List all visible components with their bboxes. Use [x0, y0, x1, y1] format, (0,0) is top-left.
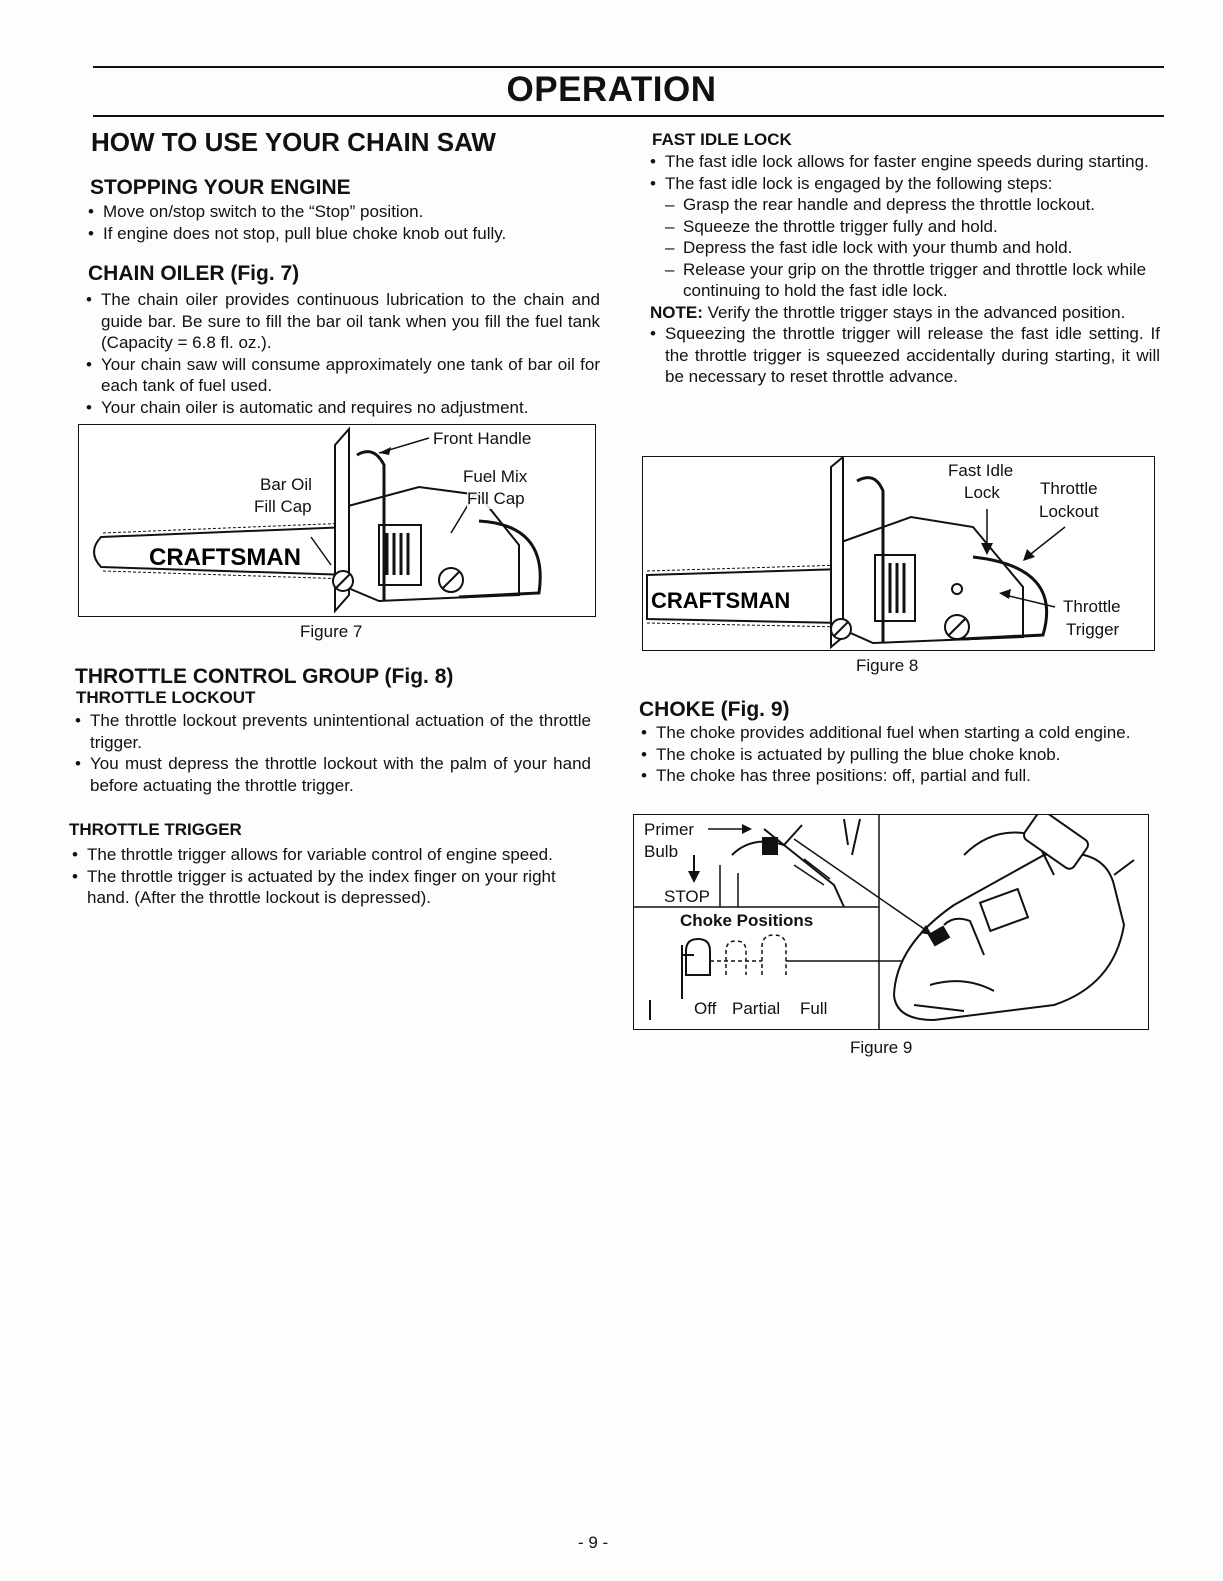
- figure-8: [642, 456, 1155, 651]
- throttle-trigger-list: [72, 844, 590, 909]
- label-front-handle: Front Handle: [433, 429, 532, 448]
- choke-list: [641, 722, 1153, 787]
- list-item: • The throttle trigger allows for variable control of engine speed.: [72, 844, 590, 866]
- label-fuel-fill-cap: Fill Cap: [467, 489, 525, 508]
- label-fast-idle: Fast Idle: [948, 461, 1014, 480]
- list-item: • The choke provides additional fuel when starting a cold engine.: [641, 722, 1153, 744]
- figure-7: [78, 424, 596, 617]
- list-item: • If engine does not stop, pull blue choke knob out fully.: [88, 223, 598, 245]
- steps-list: [665, 194, 1160, 302]
- figure-9: [633, 814, 1149, 1030]
- throttle-lockout-heading: THROTTLE LOCKOUT: [76, 688, 256, 707]
- list-item: • Your chain oiler is automatic and requires no adjustment.: [86, 397, 600, 419]
- label-throttle-lockout-1: Throttle: [1040, 479, 1098, 498]
- label-bulb: Bulb: [644, 842, 679, 861]
- list-item: • You must depress the throttle lockout with the palm of your hand before actuating the throttle trigger.: [75, 753, 591, 796]
- section-title: HOW TO USE YOUR CHAIN SAW: [91, 127, 496, 157]
- fast-idle-content: [650, 151, 1160, 388]
- label-off: Off: [694, 999, 717, 1018]
- note: [650, 302, 1160, 324]
- label-throttle-lockout-2: Lockout: [1039, 502, 1099, 521]
- step-item: – Depress the fast idle lock with your thumb and hold.: [665, 237, 1160, 259]
- list-item: • Move on/stop switch to the “Stop” position.: [88, 201, 598, 223]
- label-fuel-mix: Fuel Mix: [463, 467, 528, 486]
- label-throttle-trigger-2: Trigger: [1066, 620, 1120, 639]
- stopping-engine-heading: STOPPING YOUR ENGINE: [90, 176, 351, 199]
- figure-8-caption: Figure 8: [856, 656, 919, 675]
- figure-7-caption: Figure 7: [300, 622, 363, 641]
- header-top-rule: [93, 66, 1164, 68]
- list-item: [650, 173, 1160, 302]
- label-bar-oil-fill-cap: Fill Cap: [254, 497, 312, 516]
- choke-heading: CHOKE (Fig. 9): [639, 698, 790, 721]
- header-bottom-rule: [93, 115, 1164, 117]
- list-item: • Your chain saw will consume approximately one tank of bar oil for each tank of fuel used.: [86, 354, 600, 397]
- list-item: • The fast idle lock allows for faster engine speeds during starting.: [650, 151, 1160, 173]
- list-item: • The throttle trigger is actuated by the index finger on your right hand. (After the throttle lockout is depressed).: [72, 866, 590, 909]
- throttle-control-heading: THROTTLE CONTROL GROUP (Fig. 8): [75, 665, 454, 688]
- throttle-trigger-heading: THROTTLE TRIGGER: [69, 820, 242, 839]
- page-title: OPERATION: [506, 70, 717, 109]
- throttle-lockout-list: [75, 710, 591, 796]
- stopping-engine-list: [88, 201, 598, 244]
- step-item: – Squeeze the throttle trigger fully and hold.: [665, 216, 1160, 238]
- figure-9-caption: Figure 9: [850, 1038, 913, 1057]
- chain-oiler-heading: CHAIN OILER (Fig. 7): [88, 262, 300, 285]
- label-choke-positions: Choke Positions: [680, 911, 814, 930]
- brand-logo: CRAFTSMAN: [149, 544, 301, 571]
- steps-intro: The fast idle lock is engaged by the following steps:: [665, 173, 1053, 193]
- chainsaw-illustration: [79, 425, 595, 616]
- label-primer: Primer: [644, 820, 695, 839]
- step-item: – Grasp the rear handle and depress the throttle lockout.: [665, 194, 1160, 216]
- note-text: Verify the throttle trigger stays in the advanced position.: [702, 302, 1126, 322]
- fast-idle-heading: FAST IDLE LOCK: [652, 130, 792, 149]
- label-throttle-trigger-1: Throttle: [1063, 597, 1121, 616]
- list-item: • Squeezing the throttle trigger will release the fast idle setting. If the throttle trigger is squeezed accidentally during starting, it will be necessary to reset throttle advance.: [650, 323, 1160, 388]
- page-number: - 9 -: [578, 1533, 609, 1552]
- label-full: Full: [800, 999, 828, 1018]
- list-item: • The chain oiler provides continuous lubrication to the chain and guide bar. Be sure to fill the bar oil tank when you fill the fuel tank (Capacity = 6.8 fl. oz.).: [86, 289, 600, 354]
- step-item: – Release your grip on the throttle trigger and throttle lock while continuing to hold the fast idle lock.: [665, 259, 1160, 302]
- list-item: • The throttle lockout prevents unintentional actuation of the throttle trigger.: [75, 710, 591, 753]
- list-item: • The choke has three positions: off, partial and full.: [641, 765, 1153, 787]
- brand-logo: CRAFTSMAN: [651, 588, 791, 613]
- list-item: • The choke is actuated by pulling the blue choke knob.: [641, 744, 1153, 766]
- label-partial: Partial: [732, 999, 781, 1018]
- chain-oiler-list: [86, 289, 600, 418]
- label-lock: Lock: [964, 483, 1000, 502]
- label-bar-oil: Bar Oil: [260, 475, 312, 494]
- note-label: NOTE:: [650, 302, 703, 322]
- label-stop: STOP: [664, 887, 710, 906]
